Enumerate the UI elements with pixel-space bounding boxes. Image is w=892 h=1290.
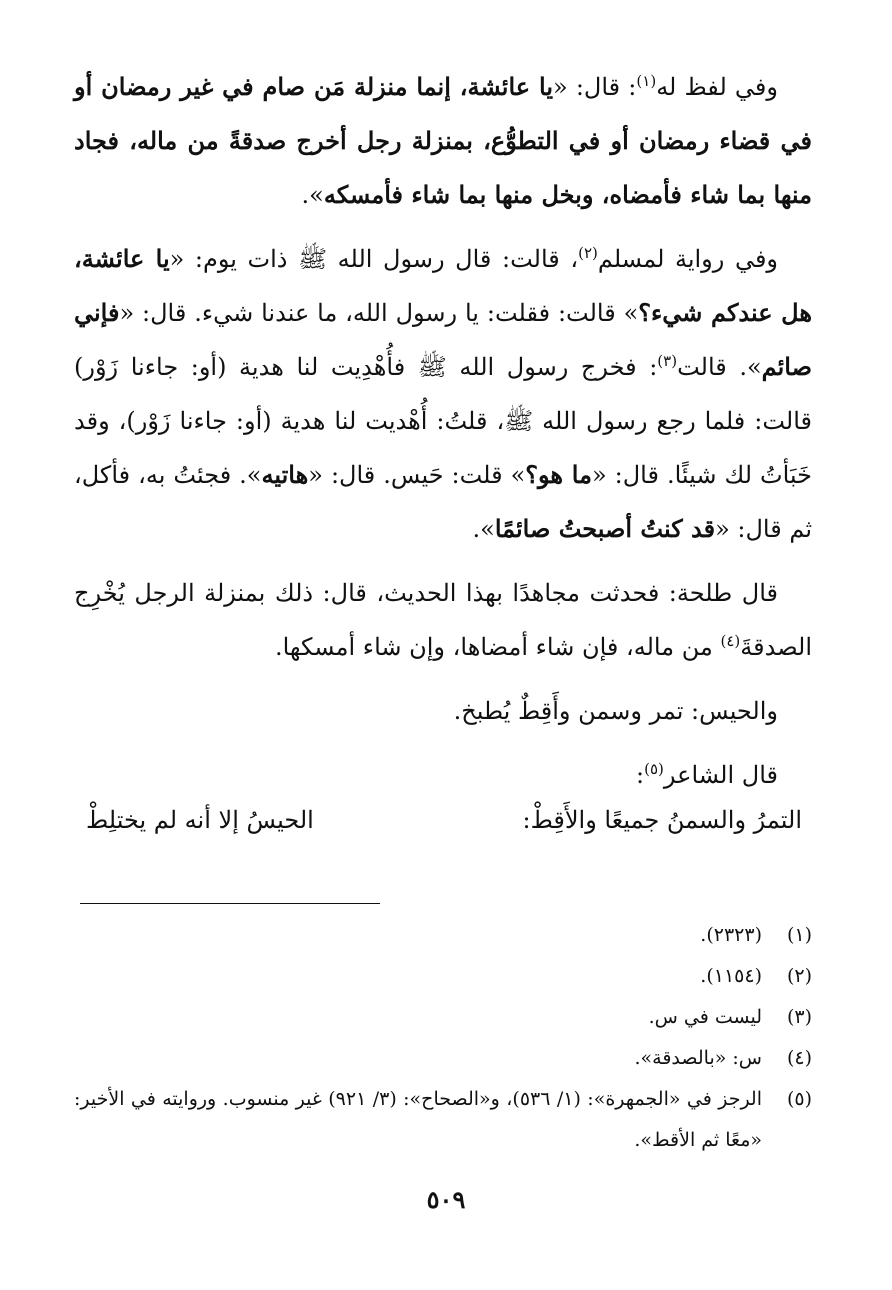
text-run: ». فجئتُ به، فأكل، ثم قال: «: [74, 461, 812, 543]
footnote-ref-2[interactable]: (٢): [578, 244, 598, 262]
footnote-ref-4[interactable]: (٤): [720, 632, 741, 650]
text-run: » قلت: حَيس. قال: «: [308, 461, 526, 489]
main-text: [74, 60, 812, 812]
hadith-quote: ما هو؟: [525, 460, 592, 489]
text-run: وفي لفظ له: [656, 73, 778, 101]
footnote-text: س: «بالصدقة».: [634, 1047, 762, 1069]
footnote-number: (٢): [786, 965, 812, 987]
hadith-quote: يا عائشة، إنما منزلة مَن صام في غير رمضان أو في قضاء رمضان أو في التطوُّع، بمنزلة رجل أخرج صدقةً من ماله، فجاد منها بما شاء فأمضاه، وبخل منها بما شاء فأمسكه: [74, 72, 812, 209]
text-run: : فخرج رسول الله ﷺ فأُهْدِيت لنا هدية (أو: جاءنا زَوْر) قالت: فلما رجع رسول الله ﷺ، قلتُ: أُهْديت لنا هدية (أو: جاءنا زَوْر)، وقد خَبَأتُ لك شيئًا. قال: «: [74, 353, 813, 489]
footnote-item: [74, 915, 812, 956]
hadith-quote: فإني صائم: [74, 298, 812, 381]
hadith-quote: يا عائشة، هل عندكم شيء؟: [74, 244, 812, 327]
footnotes: [74, 915, 812, 1161]
text-run: ، قالت: قال رسول الله ﷺ ذات يوم: «: [169, 245, 579, 273]
text-run: ». قالت: [677, 353, 762, 381]
text-run: وفي رواية لمسلم: [597, 245, 779, 273]
poem-verse: [86, 792, 802, 848]
verse-second-hemistich: الحيسُ إلا أنه لم يختلِطْ: [86, 806, 314, 834]
footnote-text: الرجز في «الجمهرة»: (١/ ٥٣٦)، و«الصحاح»: (٣/ ٩٢١) غير منسوب. وروايته في الأخير: «معًا ثم الأقط».: [74, 1088, 762, 1151]
text-run: قال الشاعر: [663, 761, 778, 789]
footnote-text: ليست في س.: [648, 1006, 762, 1028]
footnote-number: (١): [786, 924, 812, 946]
footnote-item: [74, 997, 812, 1038]
footnote-number: (٥): [786, 1088, 812, 1110]
text-run: :: [636, 761, 645, 789]
text-run: من ماله، فإن شاء أمضاها، وإن شاء أمسكها.: [274, 633, 721, 661]
footnote-text: (١١٥٤).: [700, 965, 762, 987]
text-run: قال طلحة: فحدثت مجاهدًا بهذا الحديث، قال: ذلك بمنزلة الرجل يُخْرِج الصدقةَ: [74, 579, 812, 661]
footnote-ref-1[interactable]: (١): [636, 72, 657, 90]
hadith-quote: هاتيه: [261, 460, 309, 489]
footnote-item: [74, 1079, 812, 1161]
text-run: » قالت: فقلت: يا رسول الله، ما عندنا شيء. قال: «: [119, 299, 639, 327]
footnote-number: (٤): [786, 1047, 812, 1069]
hadith-quote: قد كنتُ أصبحتُ صائمًا: [494, 514, 716, 543]
paragraph-1: [74, 60, 812, 222]
footnote-number: (٣): [786, 1006, 812, 1028]
text-run: والحيس: تمر وسمن وأَقِطٌ يُطبخ.: [453, 697, 778, 725]
footnote-ref-3[interactable]: (٣): [657, 352, 678, 370]
footnote-ref-5[interactable]: (٥): [644, 760, 664, 778]
footnote-item: [74, 1038, 812, 1079]
paragraph-2: [74, 232, 812, 556]
text-run: ».: [301, 181, 324, 209]
footnote-text: (٢٣٢٣).: [700, 924, 762, 946]
paragraph-3: [74, 566, 812, 674]
text-run: : قال: «: [553, 73, 637, 101]
page-number: ٥٠٩: [426, 1185, 466, 1214]
paragraph-4: [74, 684, 812, 738]
verse-first-hemistich: التمرُ والسمنُ جميعًا والأَقِطْ:: [522, 806, 802, 834]
footnote-item: [74, 956, 812, 997]
text-run: ».: [472, 515, 495, 543]
footnote-divider: [80, 903, 380, 904]
